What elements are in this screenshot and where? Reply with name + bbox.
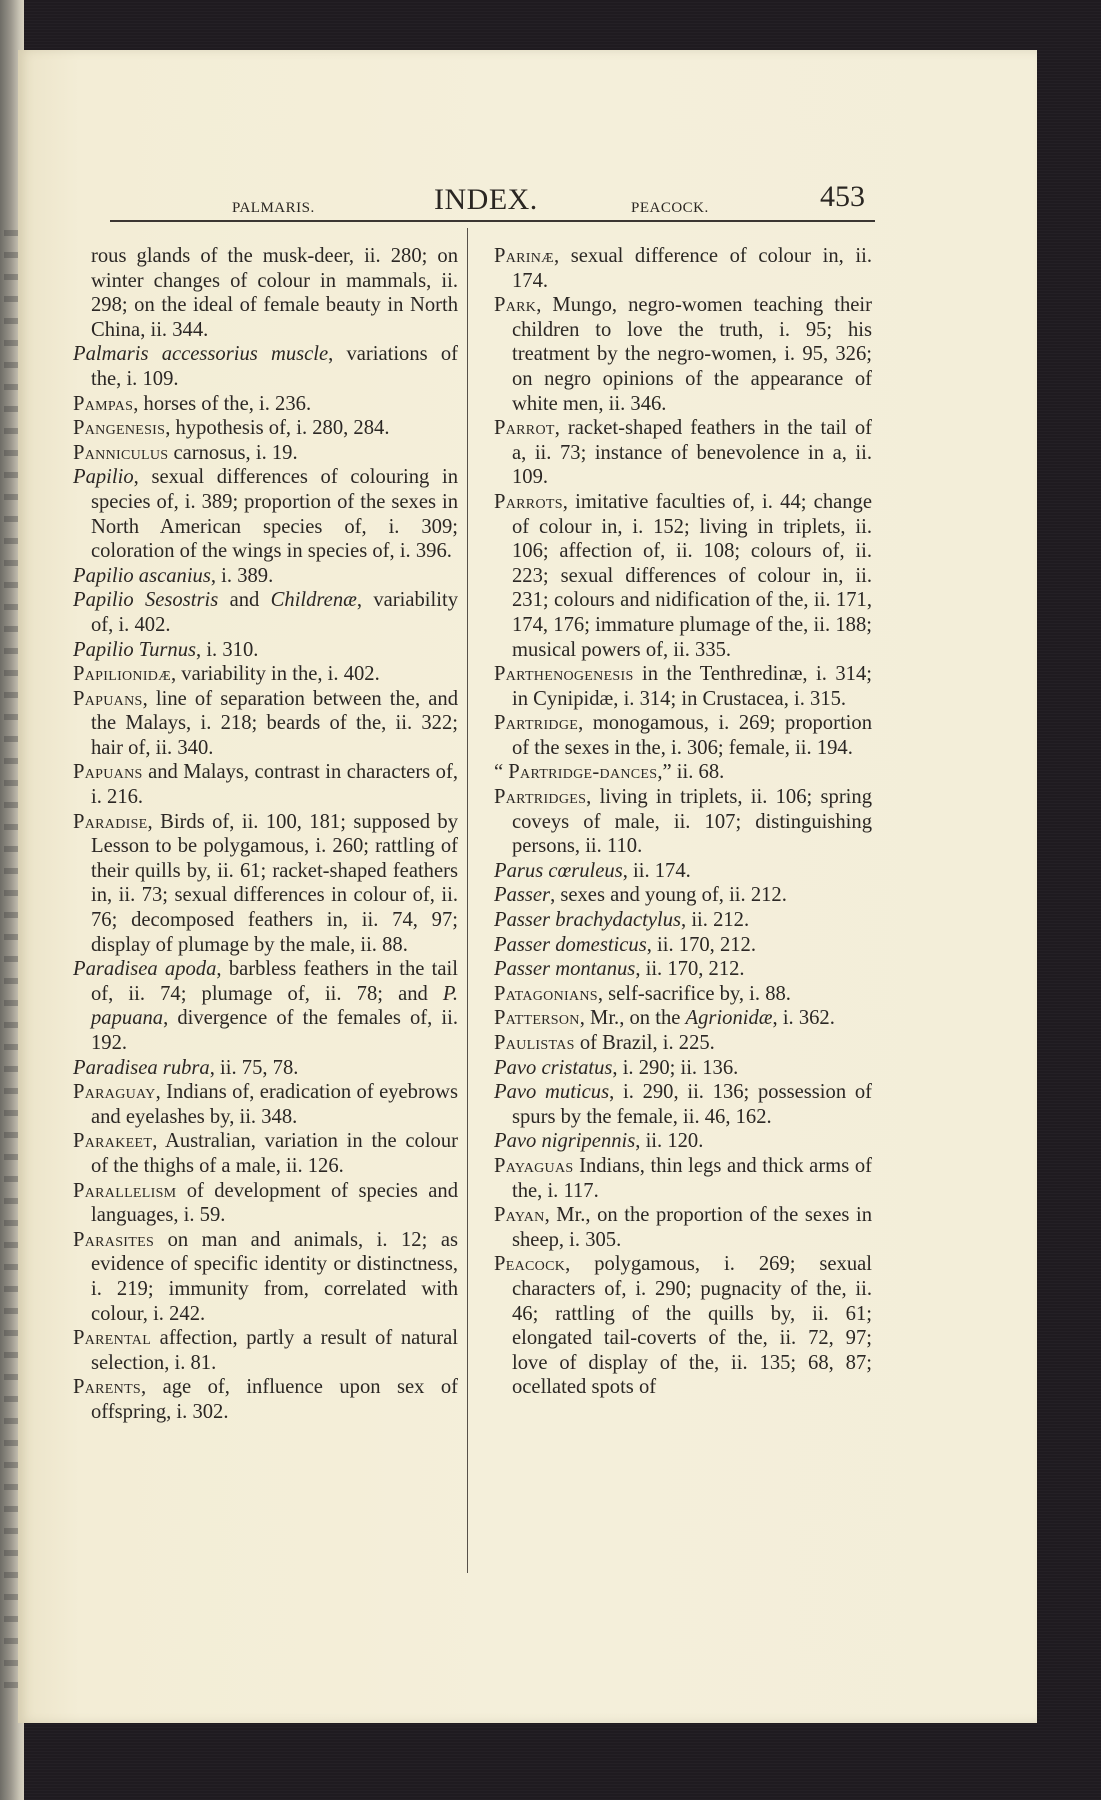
- entry-italic-term: Passer: [494, 884, 551, 907]
- entry-heading: Parakeet: [73, 1130, 153, 1153]
- entry-text: , Australian, variation in the colour of the thighs of a male, ii. 126.: [91, 1130, 458, 1177]
- entry-text: , imitative faculties of, i. 44; change of colour in, i. 152; living in triplets, ii. 106; affection of, ii. 108; colours of, ii. 223; sexual differences of colour in, ii. 231; colours and nidification of the, ii. 171, 174, 176; immature plumage of the, ii. 188; musical powers of, ii. 335.: [512, 490, 872, 661]
- entry-text: , racket-shaped feathers in the tail of a, ii. 73; instance of benevolence in a, ii. 109.: [512, 417, 872, 489]
- adjacent-page-text-blur: [4, 1594, 18, 1600]
- index-entry: [494, 883, 872, 908]
- adjacent-page-text-blur: [4, 758, 18, 764]
- entry-text: , variability of, i. 402.: [91, 589, 458, 636]
- adjacent-page-text-blur: [4, 626, 18, 632]
- adjacent-page-text-blur: [4, 340, 18, 346]
- entry-heading: Pampas: [73, 392, 134, 415]
- adjacent-page-text-blur: [4, 1616, 18, 1622]
- entry-text: , ii. 120.: [635, 1130, 704, 1153]
- entry-text: and: [218, 589, 271, 612]
- entry-heading: Panniculus: [73, 441, 169, 464]
- entry-text: , sexual differences of colouring in species of, i. 389; proportion of the sexes in North American species of, i. 309; coloration of the wings in species of, i. 396.: [91, 466, 458, 563]
- entry-italic-term: Pavo cristatus: [494, 1056, 613, 1079]
- index-entry-continuation: [73, 244, 458, 342]
- entry-heading: Paulistas: [494, 1032, 575, 1054]
- entry-italic-term: Papilio ascanius: [73, 564, 211, 587]
- adjacent-page-text-blur: [4, 1638, 18, 1644]
- entry-text: Indians, thin legs and thick arms of the, i. 117.: [512, 1154, 872, 1202]
- index-entry: [73, 1375, 458, 1424]
- index-entry: [73, 957, 458, 1055]
- entry-heading: Park: [494, 294, 537, 317]
- page-header: [0, 178, 1101, 218]
- entry-heading: Peacock: [494, 1253, 566, 1276]
- entry-heading: Parrots: [494, 490, 563, 513]
- entry-text: ,” ii. 68.: [657, 761, 725, 784]
- adjacent-page-text-blur: [4, 1374, 18, 1380]
- index-entry: [73, 465, 458, 563]
- index-entry: [494, 859, 872, 884]
- adjacent-page-text-blur: [4, 890, 18, 896]
- adjacent-page-text-blur: [4, 670, 18, 676]
- index-entry: [73, 662, 458, 687]
- entry-heading: Payan: [494, 1204, 545, 1227]
- adjacent-page-text-blur: [4, 1066, 18, 1072]
- entry-text: , hypothesis of, i. 280, 284.: [165, 417, 390, 440]
- entry-heading: Parallelism: [73, 1179, 177, 1202]
- adjacent-page-text-blur: [4, 406, 18, 412]
- entry-text: , barbless feathers in the tail of, ii. 74; plumage of, ii. 78; and: [91, 958, 458, 1005]
- adjacent-page-text-blur: [4, 868, 18, 874]
- index-entry: [494, 1252, 872, 1400]
- adjacent-page-text-blur: [4, 846, 18, 852]
- adjacent-page-text-blur: [4, 560, 18, 566]
- entry-text: , i. 290; ii. 136.: [612, 1056, 739, 1079]
- adjacent-page-text-blur: [4, 824, 18, 830]
- index-entry: [494, 1006, 872, 1031]
- adjacent-page-text-blur: [4, 450, 18, 456]
- index-entry: [494, 785, 872, 859]
- index-entry: [73, 564, 458, 589]
- entry-text: , divergence of the females of, ii. 192.: [91, 1007, 458, 1054]
- adjacent-page-text-blur: [4, 1528, 18, 1534]
- page-title: INDEX.: [434, 183, 538, 216]
- entry-text: , i. 290, ii. 136; possession of spurs by the female, ii. 46, 162.: [512, 1081, 872, 1128]
- entry-italic-term: Paradisea apoda: [73, 958, 217, 981]
- index-entry: [494, 908, 872, 933]
- entry-heading: Parents: [73, 1376, 142, 1399]
- adjacent-page-text-blur: [4, 384, 18, 390]
- entry-italic-term: Papilio: [73, 466, 134, 489]
- entry-text: , polygamous, i. 269; sexual characters of, i. 290; pugnacity of the, ii. 46; rattling of the quills by, ii. 61; elongated tail-coverts of the, ii. 72, 97; love of display of the, ii. 135; 68, 87; ocellated spots of: [512, 1253, 872, 1399]
- entry-heading: Partridges: [494, 786, 587, 809]
- adjacent-page-text-blur: [4, 274, 18, 280]
- entry-text: affection, partly a result of natural selection, i. 81.: [91, 1327, 458, 1374]
- index-entry: [73, 1129, 458, 1178]
- index-entry: [494, 244, 872, 293]
- index-entry: [73, 342, 458, 391]
- running-head-left: PALMARIS.: [232, 200, 315, 216]
- adjacent-page-text-blur: [4, 1682, 18, 1688]
- entry-text: , sexual difference of colour in, ii. 174.: [512, 245, 872, 292]
- entry-text: , ii. 75, 78.: [209, 1056, 299, 1079]
- adjacent-page-text-blur: [4, 362, 18, 368]
- adjacent-page-text-blur: [4, 1308, 18, 1314]
- adjacent-page-text-blur: [4, 802, 18, 808]
- entry-text: of development of species and languages, i. 59.: [91, 1179, 458, 1227]
- adjacent-page-text-blur: [4, 1264, 18, 1270]
- entry-text: of Brazil, i. 225.: [574, 1032, 715, 1054]
- adjacent-page-text-blur: [4, 604, 18, 610]
- index-entry: [73, 441, 458, 466]
- adjacent-page-text-blur: [4, 472, 18, 478]
- entry-text: , ii. 212.: [681, 909, 750, 932]
- entry-heading: Pangenesis: [73, 417, 166, 440]
- index-entry: [494, 1203, 872, 1252]
- entry-text: in the Tenthredinæ, i. 314; in Cynipidæ, i. 314; in Crustacea, i. 315.: [512, 663, 872, 710]
- adjacent-page-text-blur: [4, 1220, 18, 1226]
- adjacent-page-text-blur: [4, 1352, 18, 1358]
- entry-text: , age of, influence upon sex of offspring, i. 302.: [91, 1376, 458, 1423]
- adjacent-page-text-blur: [4, 956, 18, 962]
- index-entry: [73, 687, 458, 761]
- entry-heading: Papuans: [73, 761, 143, 784]
- adjacent-page-text-blur: [4, 252, 18, 258]
- adjacent-page-text-blur: [4, 736, 18, 742]
- entry-heading: Parthenogenesis: [494, 663, 634, 686]
- entry-text: and Malays, contrast in characters of, i. 216.: [91, 761, 458, 809]
- index-entry: [73, 392, 458, 417]
- adjacent-page-text-blur: [4, 1572, 18, 1578]
- adjacent-page-text-blur: [4, 1022, 18, 1028]
- entry-text: , ii. 170, 212.: [635, 958, 745, 981]
- adjacent-page-text-blur: [4, 1242, 18, 1248]
- entry-italic-term: Childrenæ: [270, 589, 357, 612]
- adjacent-page-text-blur: [4, 1044, 18, 1050]
- adjacent-page-text-blur: [4, 714, 18, 720]
- adjacent-page-text-blur: [4, 1550, 18, 1556]
- index-entry: [494, 933, 872, 958]
- index-entry: [494, 760, 872, 785]
- adjacent-page-text-blur: [4, 1660, 18, 1666]
- adjacent-page-text-blur: [4, 296, 18, 302]
- index-entry: [494, 1154, 872, 1203]
- adjacent-page-text-blur: [4, 1110, 18, 1116]
- entry-heading: Partridge-dances: [508, 761, 658, 784]
- index-entry: [494, 416, 872, 490]
- index-entry: [73, 810, 458, 958]
- entry-text: , i. 389.: [210, 564, 274, 587]
- entry-text: , i. 362.: [772, 1007, 835, 1030]
- adjacent-page-text-blur: [4, 1088, 18, 1094]
- entry-italic-term: Passer domesticus: [494, 933, 647, 956]
- entry-italic-term: P. papuana: [91, 982, 458, 1030]
- page-number: 453: [820, 180, 865, 213]
- entry-italic-term: Palmaris accessorius muscle: [73, 343, 329, 366]
- entry-italic-term: Pavo nigripennis: [494, 1130, 636, 1153]
- entry-heading: Papuans: [73, 687, 143, 710]
- adjacent-page-text-blur: [4, 1396, 18, 1402]
- entry-text: , living in triplets, ii. 106; spring coveys of male, ii. 107; distinguishing persons, ii. 110.: [512, 786, 872, 858]
- index-entry: [494, 293, 872, 416]
- adjacent-page-text-blur: [4, 780, 18, 786]
- index-entry: [73, 760, 458, 809]
- column-divider: [467, 228, 468, 1573]
- entry-text: on man and animals, i. 12; as evidence of specific identity or distinctness, i. 219; immunity from, correlated with colour, i. 242.: [91, 1228, 458, 1325]
- entry-heading: Parrot: [494, 417, 555, 440]
- entry-italic-term: Papilio Sesostris: [73, 589, 219, 612]
- entry-italic-term: Pavo muticus: [494, 1081, 610, 1104]
- running-head-right: PEACOCK.: [631, 200, 709, 216]
- entry-text: , ii. 170, 212.: [646, 933, 756, 956]
- header-rule: [110, 220, 875, 222]
- entry-text: “: [494, 761, 509, 784]
- adjacent-page-text-blur: [4, 1198, 18, 1204]
- adjacent-page-text-blur: [4, 1462, 18, 1468]
- entry-heading: Parasites: [73, 1228, 155, 1251]
- adjacent-page-text-blur: [4, 1484, 18, 1490]
- adjacent-page-text-blur: [4, 318, 18, 324]
- entry-text: , Mr., on the: [579, 1007, 686, 1030]
- adjacent-page-text-blur: [4, 1506, 18, 1512]
- entry-heading: Paraguay: [73, 1081, 156, 1104]
- entry-heading: Patagonians: [494, 982, 598, 1005]
- entry-text: , ii. 174.: [622, 859, 691, 882]
- index-entry: [73, 416, 458, 441]
- entry-heading: Payaguas: [494, 1154, 574, 1177]
- entry-text: , Indians of, eradication of eyebrows and eyelashes by, ii. 348.: [91, 1081, 458, 1128]
- index-entry: [494, 1129, 872, 1154]
- index-entry: [73, 588, 458, 637]
- index-entry: [494, 1080, 872, 1129]
- adjacent-page-text-blur: [4, 1286, 18, 1292]
- entry-heading: Paradise: [73, 810, 148, 833]
- index-entry: [494, 1056, 872, 1081]
- index-entry: [494, 982, 872, 1007]
- entry-text: , monogamous, i. 269; proportion of the sexes in the, i. 306; female, ii. 194.: [512, 712, 872, 759]
- adjacent-page-text-blur: [4, 912, 18, 918]
- adjacent-page-text-blur: [4, 1154, 18, 1160]
- entry-text: , Mr., on the proportion of the sexes in sheep, i. 305.: [512, 1204, 872, 1251]
- entry-text: , variations of the, i. 109.: [91, 343, 458, 390]
- entry-text: carnosus, i. 19.: [168, 441, 298, 464]
- adjacent-page-text-blur: [4, 1418, 18, 1424]
- adjacent-page-text-blur: [4, 516, 18, 522]
- adjacent-page-text-blur: [4, 648, 18, 654]
- index-column-left: [73, 244, 458, 1425]
- entry-italic-term: Papilio Turnus: [73, 638, 197, 661]
- entry-heading: Partridge: [494, 712, 579, 735]
- entry-heading: Parinæ: [494, 245, 554, 267]
- index-entry: [73, 1179, 458, 1228]
- index-column-right: [494, 244, 872, 1400]
- index-entry: [73, 1056, 458, 1081]
- entry-text: , horses of the, i. 236.: [133, 392, 312, 415]
- entry-heading: Parental: [73, 1327, 152, 1350]
- adjacent-page-text-blur: [4, 1132, 18, 1138]
- entry-heading: Patterson: [494, 1007, 580, 1030]
- adjacent-page-text-blur: [4, 1330, 18, 1336]
- entry-text: , sexes and young of, ii. 212.: [550, 884, 787, 907]
- adjacent-page-text-blur: [4, 1440, 18, 1446]
- entry-text: , line of separation between the, and the Malays, i. 218; beards of the, ii. 322; hair of, ii. 340.: [91, 687, 458, 759]
- adjacent-page-text-blur: [4, 1000, 18, 1006]
- adjacent-page-text-blur: [4, 538, 18, 544]
- entry-italic-term: Paradisea rubra: [73, 1056, 210, 1079]
- adjacent-page-text-blur: [4, 230, 18, 236]
- entry-text: , Mungo, negro-women teaching their children to love the truth, i. 95; his treatment by the negro-women, i. 95, 326; on negro opinions of the appearance of white men, ii. 346.: [512, 294, 872, 415]
- adjacent-page-text-blur: [4, 692, 18, 698]
- index-entry: [494, 490, 872, 662]
- entry-text: rous glands of the musk-deer, ii. 280; on winter changes of colour in mammals, ii. 298; on the ideal of female beauty in North China, ii. 344.: [91, 245, 458, 341]
- index-entry: [494, 662, 872, 711]
- index-entry: [73, 1228, 458, 1326]
- index-entry: [494, 957, 872, 982]
- adjacent-page-text-blur: [4, 934, 18, 940]
- index-entry: [73, 1080, 458, 1129]
- entry-italic-term: Passer montanus: [494, 958, 636, 981]
- index-entry: [73, 638, 458, 663]
- adjacent-page-text-blur: [4, 428, 18, 434]
- entry-text: , i. 310.: [196, 638, 259, 661]
- adjacent-page-text-blur: [4, 494, 18, 500]
- index-entry: [494, 711, 872, 760]
- index-entry: [494, 1031, 872, 1056]
- entry-text: , self-sacrifice by, i. 88.: [597, 982, 791, 1005]
- index-entry: [73, 1326, 458, 1375]
- adjacent-page-text-blur: [4, 582, 18, 588]
- entry-italic-term: Agrionidæ: [685, 1007, 773, 1030]
- adjacent-page-text-blur: [4, 978, 18, 984]
- entry-italic-term: Passer brachydactylus: [494, 909, 682, 932]
- entry-text: , variability in the, i. 402.: [170, 663, 380, 686]
- entry-text: , Birds of, ii. 100, 181; supposed by Lesson to be polygamous, i. 260; rattling of their quills by, ii. 61; racket-shaped feathers in, ii. 73; sexual differences in colour of, ii. 76; decomposed feathers in, ii. 74, 97; display of plumage by the male, ii. 88.: [91, 810, 458, 956]
- adjacent-page-text-blur: [4, 1176, 18, 1182]
- entry-italic-term: Parus cœruleus: [494, 859, 623, 882]
- entry-heading: Papilionidæ: [73, 663, 171, 686]
